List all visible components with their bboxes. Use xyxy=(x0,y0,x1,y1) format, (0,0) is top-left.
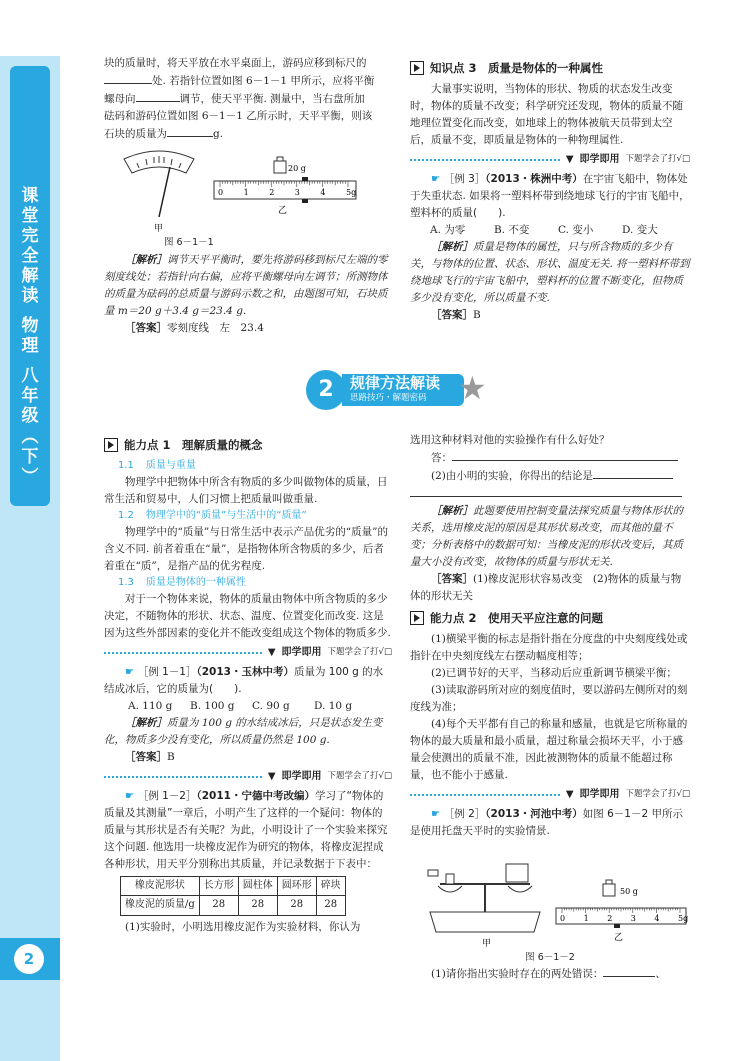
practice-bar: ▼ 即学即用 下题学会了打√□ xyxy=(104,646,392,660)
page-number: 2 xyxy=(14,944,44,974)
text-line: 螺母向 调节，使天平平衡. 测量中，当右盘所加 xyxy=(104,90,392,108)
analysis-block: ［解析］调节天平平衡时，要先将游码移到标尺左端的零刻度线处；若指针向右偏，应将平衡螺母向左调节；所测物体的质量为砝码的总质量与游码示数之和，由题图可知，石块质量 m＝20 g＋3.4 g＝23.4 g. xyxy=(104,254,388,318)
blank xyxy=(167,125,213,137)
right-top-column xyxy=(410,55,690,324)
pointer-hand-icon: ☛ xyxy=(125,666,135,679)
figure-6-1-1 xyxy=(104,145,392,233)
sidebar xyxy=(0,56,60,1061)
section-banner xyxy=(306,370,490,410)
analysis-block: ［解析］质量是物体的属性，只与所含物质的多少有关，与物体的位置、状态、形状、温度无关. 将一塑料杯带到绕地球飞行的宇宙飞船中，塑料杯的位置不断变化，但物质多少没有变化，所以质量不变. xyxy=(410,240,690,304)
paragraph: 对于一个物体来说，物体的质量由物体中所含物质的多少决定，不随物体的形状、状态、温度、位置变化而改变. 这是因为这些外部因素的变化并不能改变组成这个物体的物质多少. xyxy=(104,593,391,640)
banner-subtitle: 思路技巧・解题密码 xyxy=(350,393,427,403)
analysis-block: ［解析］质量为 100 g 的水结成冰后，只是状态发生变化，物质多少没有变化，所以质量仍然是 100 g. xyxy=(104,717,383,747)
balance-dial-illustration xyxy=(124,151,194,217)
fig-label-yi: 乙 xyxy=(614,932,624,943)
text-line: 选用这种材料对他的实验操作有什么好处？ xyxy=(410,434,610,446)
page-number-tab xyxy=(0,938,60,980)
blank xyxy=(593,467,673,479)
example-question: ☛ ［例 1－2］（2011・宁德中考改编）学习了“物体的质量及其测量”一章后，小明产生了这样的一个疑问：物体的质量与其形状是否有关呢？为此，小明设计了一个实验来探究这个问题. 他选用一块橡皮泥作为研究的物体，将橡皮泥捏成各种形状，用天平分别称出其质量，并记录数据于下表中： xyxy=(104,790,388,871)
answer-line xyxy=(410,485,690,503)
question-text: (2)由小明的实验，你得出的结论是 xyxy=(410,467,690,485)
example-question: ☛ ［例 1－1］（2013・玉林中考）质量为 100 g 的水结成冰后，它的质量为( ). xyxy=(104,666,384,696)
fig-label-jia: 甲 xyxy=(482,938,492,949)
example-question: ☛ ［例 2］（2013・河池中考）如图 6－1－2 甲所示是使用托盘天平时的实验情景. xyxy=(410,807,683,837)
banner-number: 2 xyxy=(306,370,346,410)
subsection-title: 1.2 物理学中的“质量”与生活中的“质量” xyxy=(118,509,307,521)
practice-bar: ▼ 即学即用 下题学会了打√□ xyxy=(104,770,392,784)
weight-label: 50 g xyxy=(620,886,638,896)
example-question: ☛ ［例 3］（2013・株洲中考）在宇宙飞船中，物体处于失重状态. 如果将一塑料杯带到绕地球飞行的宇宙飞船中，塑料杯的质量( ). xyxy=(410,172,690,219)
section-heading: 知识点 3 质量是物体的一种属性 xyxy=(410,59,690,78)
paragraph: 大量事实说明，当物体的形状、物质的状态发生改变时，物体的质量不改变；科学研究还发现，物体的质量不随地理位置变化而改变，如地球上的物体被航天员带到太空后，质量不变，即质量是物体的一种物理属性. xyxy=(410,82,683,146)
left-bottom-column xyxy=(104,432,392,936)
star-icon: ★ xyxy=(458,369,487,407)
scale-tick-label: 5g xyxy=(678,913,689,923)
answer-block: ［答案］零刻度线 左 23.4 xyxy=(125,322,264,335)
practice-bar: ▼ 即学即用 下题学会了打√□ xyxy=(410,153,690,167)
paragraph: 物理学中的“质量”与日常生活中表示产品优劣的“质量”的含义不同. 前者着重在“量”，是指物体所含物质的多少，后者着重在“质”，是指产品的优劣程度. xyxy=(104,526,388,572)
answer-block: ［答案］(1)橡皮泥形状容易改变 (2)物体的质量与物体的形状无关 xyxy=(410,573,682,602)
figure-6-1-2 xyxy=(410,840,690,950)
table-header-row: 橡皮泥形状 长方形 圆柱体 圆环形 碎块 xyxy=(121,877,346,896)
options-row: A. 110 g B. 100 g C. 90 g D. 10 g xyxy=(128,700,353,713)
paragraph: (4)每个天平都有自己的称量和感量，也就是它所称量的物体的最大质量和最小质量，超过称量会损坏天平，小于感量会使测出的质量不准，因此被测物体的质量不能超过称量，也不能小于感量. xyxy=(410,717,688,781)
pointer-hand-icon: ☛ xyxy=(431,172,441,185)
play-icon xyxy=(104,438,118,452)
text-line: 处. 若指针位置如图 6－1－1 甲所示，应将平衡 xyxy=(104,72,392,90)
paragraph: 物理学中把物体中所含有物质的多少叫做物体的质量，日常生活和贸易中，人们习惯上把质量叫做重量. xyxy=(104,475,388,505)
answer-block: ［答案］B xyxy=(125,751,175,764)
fig-label-jia: 甲 xyxy=(154,224,164,233)
section-heading: 能力点 2 使用天平应注意的问题 xyxy=(410,609,690,628)
blank xyxy=(603,965,655,977)
blank xyxy=(452,449,678,461)
paragraph: (3)读取游码所对应的刻度值时，要以游码左侧所对的刻度线为准； xyxy=(410,683,688,713)
question-text: (1)请你指出实验时存在的两处错误： 、 xyxy=(410,965,690,983)
scale-tick-label: 2 xyxy=(269,188,275,197)
subsection-title: 1.3 质量是物体的一种属性 xyxy=(118,577,246,588)
options-row: A. 为零 B. 不变 C. 变小 D. 变大 xyxy=(430,223,658,236)
analysis-block: ［解析］此题要使用控制变量法探究质量与物体形状的关系，选用橡皮泥的原因是其形状易改变，而其他的量不变；分析表格中的数据可知：当橡皮泥的形状改变后，其质量大小没有改变，故物体的质量与形状无关. xyxy=(410,505,683,568)
sidebar-title: 课 堂 完 全 解 读 物 理 八 年 级 ︵ 下 ︶ xyxy=(21,186,39,487)
question-text: (1)实验时，小明选用橡皮泥作为实验材料，你认为 xyxy=(125,920,361,933)
right-bottom-column xyxy=(410,432,690,983)
blank xyxy=(104,72,152,84)
left-top-column xyxy=(104,55,392,337)
figure-caption: 图 6－1－1 xyxy=(164,237,214,248)
banner-title: 规律方法解读 xyxy=(350,374,441,392)
text-line: 石块的质量为 g. xyxy=(104,125,392,143)
fig-label-yi: 乙 xyxy=(278,206,288,216)
balance-illustration xyxy=(428,864,540,932)
pointer-hand-icon: ☛ xyxy=(125,790,135,803)
text-line: 砝码和游码位置如图 6－1－1 乙所示时，天平平衡，则该 xyxy=(104,110,373,122)
section-heading: 能力点 1 理解质量的概念 xyxy=(104,436,392,455)
weight-label: 20 g xyxy=(288,164,306,173)
subsection-title: 1.1 质量与重量 xyxy=(118,459,196,471)
scale-tick-label: 4 xyxy=(320,188,326,197)
scale-tick-label: 0 xyxy=(560,913,566,923)
practice-bar: ▼ 即学即用 下题学会了打√□ xyxy=(410,788,690,802)
blank xyxy=(410,485,682,497)
figure-caption: 图 6－1－2 xyxy=(525,951,575,963)
play-icon xyxy=(410,611,424,625)
blank xyxy=(136,90,180,102)
scale-tick-label: 1 xyxy=(243,188,249,197)
pointer-hand-icon: ☛ xyxy=(431,807,441,820)
rider-scale-illustration xyxy=(214,157,356,203)
answer-block: ［答案］B xyxy=(431,308,481,321)
scale-tick-label: 1 xyxy=(583,913,589,923)
scale-tick-label: 2 xyxy=(607,913,613,923)
paragraph: (2)已调节好的天平，当移动后应重新调节横梁平衡； xyxy=(431,666,677,679)
table-row: 橡皮泥的质量/g 28 28 28 28 xyxy=(121,896,346,915)
scale-tick-label: 3 xyxy=(294,188,300,197)
scale-tick-label: 5g xyxy=(346,188,357,197)
scale-tick-label: 0 xyxy=(218,188,224,197)
text-line: 块的质量时，将天平放在水平桌面上，游码应移到标尺的 xyxy=(104,57,367,69)
play-icon xyxy=(410,61,424,75)
pointer-needle xyxy=(159,167,170,217)
paragraph: (1)横梁平衡的标志是指针指在分度盘的中央刻度线处或指针在中央刻度线左右摆动幅度相等； xyxy=(410,632,688,662)
scale-tick-label: 4 xyxy=(654,913,660,923)
sidebar-tab xyxy=(10,66,50,506)
scale-tick-label: 3 xyxy=(630,913,636,923)
answer-line: 答： xyxy=(410,449,690,467)
data-table xyxy=(120,876,346,915)
